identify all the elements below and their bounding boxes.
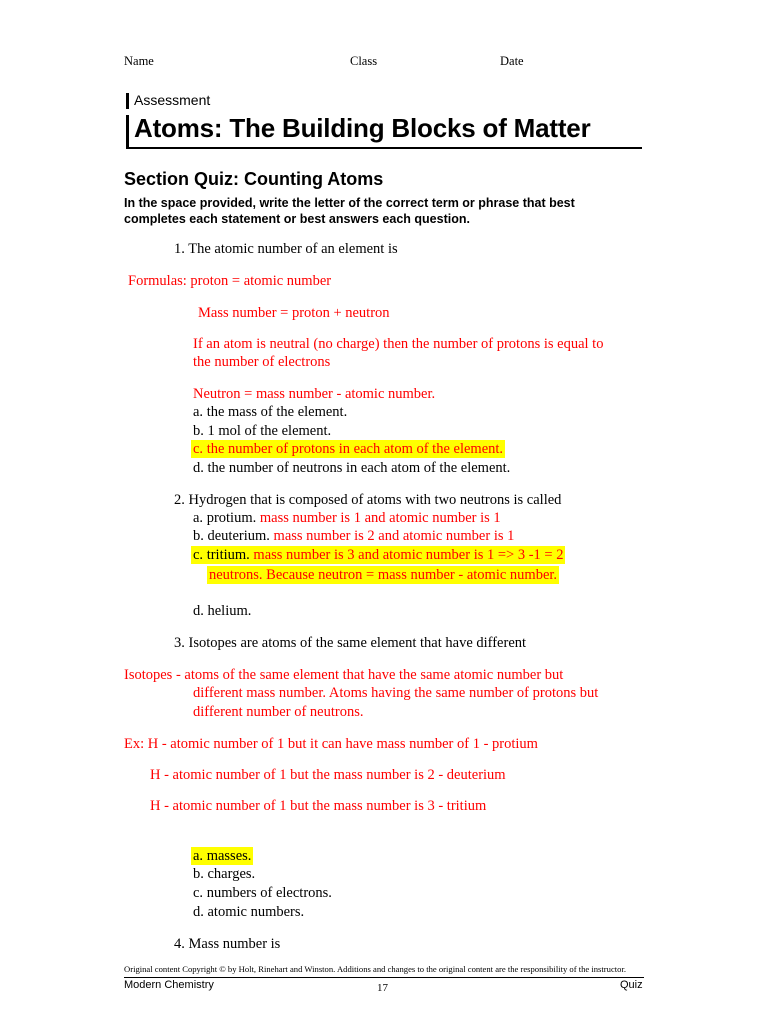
question-2-stem: 2. Hydrogen that is composed of atoms with two neutrons is called: [174, 492, 562, 508]
footer-copyright: Original content Copyright © by Holt, Rinehart and Winston. Additions and changes to the original content are the responsibility of the instructor.: [124, 964, 626, 974]
q2-option-b: b. deuterium. mass number is 2 and atomic number is 1: [193, 528, 515, 544]
q3-option-b: b. charges.: [193, 866, 256, 882]
q1-note-neutral-2: the number of electrons: [193, 354, 331, 370]
q1-note-neutral-1: If an atom is neutral (no charge) then the number of protons is equal to: [193, 336, 604, 352]
q3-option-a-highlighted: a. masses.: [193, 848, 252, 864]
q3-note-example-2: H - atomic number of 1 but the mass number is 2 - deuterium: [150, 767, 506, 783]
q1-option-c-highlighted: c. the number of protons in each atom of the element.: [193, 441, 504, 457]
footer-rule: [124, 977, 644, 978]
q2-option-a: a. protium. mass number is 1 and atomic number is 1: [193, 510, 501, 526]
section-title: Section Quiz: Counting Atoms: [124, 169, 384, 189]
instructions-line-1: In the space provided, write the letter of the correct term or phrase that best: [124, 196, 575, 210]
q3-note-example-1: Ex: H - atomic number of 1 but it can have mass number of 1 - protium: [124, 736, 538, 752]
class-label: Class: [350, 54, 378, 68]
q2-option-d: d. helium.: [193, 603, 252, 619]
date-label: Date: [500, 54, 524, 68]
q1-note-neutron: Neutron = mass number - atomic number.: [193, 386, 436, 402]
q1-option-d: d. the number of neutrons in each atom of the element.: [193, 460, 511, 476]
q1-option-a: a. the mass of the element.: [193, 404, 348, 420]
q1-note-formulas: Formulas: proton = atomic number: [128, 273, 332, 289]
footer-doc-type: Quiz: [620, 979, 643, 991]
footer-book-title: Modern Chemistry: [124, 979, 214, 991]
assessment-label: Assessment: [134, 92, 211, 108]
question-1-stem: 1. The atomic number of an element is: [174, 241, 398, 257]
page-title: Atoms: The Building Blocks of Matter: [134, 113, 591, 143]
q1-note-mass-number: Mass number = proton + neutron: [198, 305, 390, 321]
instructions-line-2: completes each statement or best answers each question.: [124, 212, 470, 226]
instructions: [124, 195, 575, 227]
title-rule: [126, 147, 642, 149]
title-bar: [126, 115, 129, 149]
q1-option-b: b. 1 mol of the element.: [193, 423, 332, 439]
q2-option-c-note-continued: neutrons. Because neutron = mass number - atomic number.: [209, 567, 558, 583]
q3-note-isotopes-3: different number of neutrons.: [193, 704, 364, 720]
question-4-stem: 4. Mass number is: [174, 936, 281, 952]
q3-note-isotopes-1: Isotopes - atoms of the same element that have the same atomic number but: [124, 667, 564, 683]
q3-option-d: d. atomic numbers.: [193, 904, 305, 920]
assessment-bar: [126, 93, 129, 109]
question-3-stem: 3. Isotopes are atoms of the same element that have different: [174, 635, 527, 651]
q3-note-example-3: H - atomic number of 1 but the mass number is 3 - tritium: [150, 798, 487, 814]
name-label: Name: [124, 54, 154, 68]
q2-option-c-highlighted: c. tritium. mass number is 3 and atomic number is 1 => 3 -1 = 2: [193, 547, 564, 563]
q3-note-isotopes-2: different mass number. Atoms having the same number of protons but: [193, 685, 599, 701]
q3-option-c: c. numbers of electrons.: [193, 885, 332, 901]
footer-page-number: 17: [377, 982, 388, 994]
